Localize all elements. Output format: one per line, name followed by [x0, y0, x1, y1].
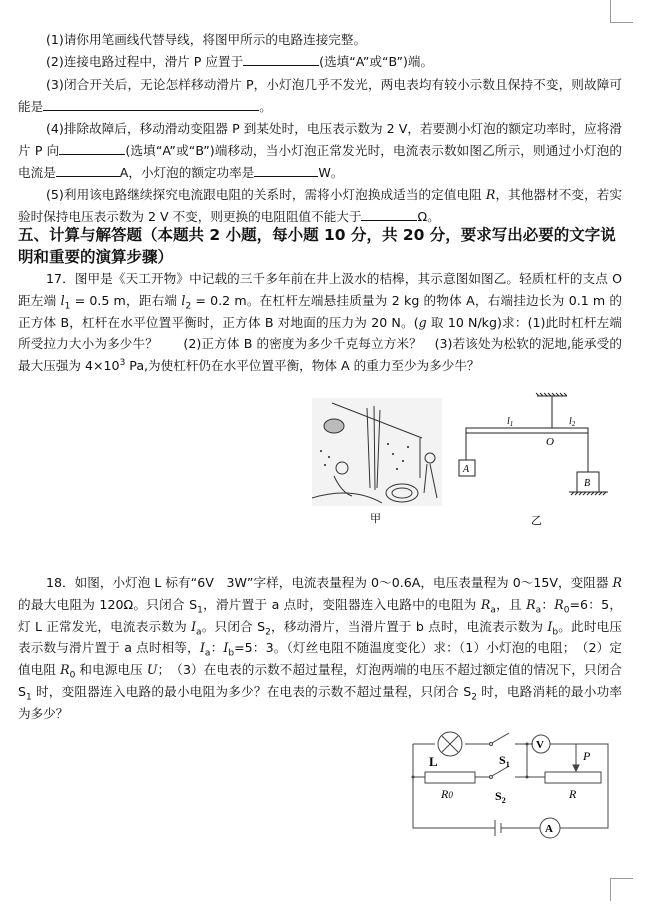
- junction-dot: [412, 776, 415, 779]
- text: 的最大电阻为 120Ω。只闭合 S: [18, 596, 198, 612]
- crop-mark-bottom-right: [610, 878, 633, 901]
- text: 。: [259, 98, 272, 114]
- symbol: R: [60, 662, 70, 678]
- subscript: 1: [197, 605, 203, 616]
- symbol: I: [199, 640, 205, 656]
- symbol: g: [418, 314, 427, 330]
- text: ：: [541, 596, 555, 612]
- figure-yi-lever: [455, 392, 625, 528]
- text: Ω。: [417, 208, 440, 224]
- text: ：: [210, 640, 224, 656]
- subscript: 1: [26, 692, 32, 703]
- text: (4)排除故障后，移动滑动变阻器 P 到某处时，电压表示数为 2 V，若要测小灯泡的额定功率时，应将滑片 P 向: [18, 121, 622, 158]
- text: = 0.2 m。在杠杆左端悬挂质量为 2 kg 的物体 A，右端挂边长为 0.1 m 的正方体 B，杠杆在水平位置平衡时，正方体 B 对地面的压力为 20 N。(: [18, 292, 622, 330]
- resistor-r0: [425, 772, 475, 783]
- symbol: I: [223, 640, 229, 656]
- text: 取 10 N/kg)求：(1)此时杠杆左端所受拉力大小为多少牛？ (2)正方体 B 的密度为多少千克每立方米？ (3)若该处为松软的泥地,能承受的最大压强为 4×10: [18, 314, 622, 374]
- label-a: A: [463, 464, 470, 475]
- text: 18．如图，小灯泡 L 标有“6V 3W”字样，电流表量程为 0～0.6A，电压表量程为 0～15V，变阻器: [46, 575, 613, 590]
- text: A，小灯泡的额定功率是: [119, 164, 255, 180]
- text: ，移动滑片，当滑片置于 b 点时，电流表示数为: [270, 618, 548, 634]
- text: 。此时电压表示数与滑片置于 a 点时相等，: [18, 618, 623, 656]
- symbol: R: [612, 575, 622, 590]
- circuit-diagram: [405, 724, 610, 840]
- subscript: 2: [265, 627, 271, 638]
- symbol: U: [146, 662, 158, 678]
- text: 时，变阻器连入电路的最小电阻为多少？在电表的示数不超过量程，只闭合 S: [31, 683, 472, 699]
- crop-mark-top-right: [610, 0, 633, 23]
- label-l: L: [429, 754, 438, 769]
- question-18: [18, 572, 622, 725]
- counterweight: [324, 419, 344, 433]
- text: 17．图甲是《天工开物》中记载的三千多年前在井上汲水的桔槔，其示意图如图乙。轻质杠杆的支点 O 距左端: [18, 271, 622, 308]
- text: ，其他器材不变，若实验时保持电压表示数为 2 V 不变，则更换的电阻阻值不能大于: [18, 187, 623, 224]
- text: 和电源电压: [75, 662, 147, 678]
- answer-blank[interactable]: [56, 163, 120, 177]
- label-a: A: [545, 823, 553, 835]
- label-r: R: [569, 787, 577, 801]
- answer-blank[interactable]: [254, 163, 318, 177]
- subscript: b: [552, 627, 559, 638]
- subscript: 2: [185, 301, 192, 312]
- text: (选填“A”或“B”)端移动，当小灯泡正常发光时，电流表示数如图乙所示，则通过小灯泡的电流是: [18, 142, 622, 180]
- symbol: R: [480, 596, 491, 612]
- answer-blank[interactable]: [43, 97, 259, 111]
- q16-part4: [18, 118, 622, 183]
- q16-part5: [18, 184, 622, 228]
- subscript: b: [228, 648, 235, 659]
- section-heading: 五、计算与解答题（本题共 2 小题，每小题 10 分，共 20 分，要求写出必要的文字说明和重要的演算步骤）: [18, 226, 616, 266]
- label-l1: $l_1$: [507, 416, 514, 428]
- text: (2)连接电路过程中，滑片 P 应置于: [46, 54, 244, 69]
- label-s2: $S_2$: [495, 789, 506, 805]
- subscript: 0: [69, 670, 76, 681]
- text: =6：5，灯 L 正常发光，电流表示数为: [18, 596, 623, 634]
- subscript: 0: [563, 605, 570, 616]
- wire-right: [550, 744, 608, 828]
- q16-part2: [18, 51, 622, 73]
- answer-blank[interactable]: [361, 207, 417, 221]
- subscript: 1: [64, 301, 71, 312]
- text: (5)利用该电路继续探究电流跟电阻的关系时，需将小灯泡换成适当的定值电阻: [46, 187, 486, 202]
- symbol: l: [60, 292, 65, 308]
- junction-dot: [526, 743, 529, 746]
- symbol: R: [554, 596, 564, 612]
- symbol: I: [547, 618, 553, 634]
- rheostat-r: [545, 772, 601, 783]
- text: ； （3）在电表的示数不超过量程，灯泡两端的电压不超过额定值的情况下，只闭合 S: [18, 662, 622, 699]
- figure-label-yi: 乙: [531, 515, 542, 527]
- superscript: 3: [119, 358, 126, 368]
- text: 时，电路消耗的最小功率为多少？: [18, 683, 622, 721]
- question-17: [18, 268, 622, 377]
- text: Pa,为使杠杆仍在水平位置平衡，物体 A 的重力至少为多少牛？: [125, 358, 480, 374]
- label-s1: $S_1$: [499, 753, 510, 769]
- text: = 0.5 m，距右端: [70, 292, 182, 308]
- symbol-R: R: [485, 187, 496, 202]
- lamp-cross: [442, 736, 458, 752]
- wire-left: [413, 744, 490, 828]
- q16-part3: [18, 74, 622, 118]
- symbol: l: [181, 292, 186, 308]
- text: 。只闭合 S: [201, 618, 266, 634]
- subscript: a: [490, 605, 496, 616]
- text: ，且: [495, 596, 527, 612]
- subscript: a: [204, 648, 211, 659]
- label-r0: R0: [441, 787, 453, 801]
- switch-s1-blade: [492, 733, 509, 743]
- subscript: a: [535, 605, 542, 616]
- subscript: 2: [471, 692, 477, 703]
- figure-label-jia: 甲: [370, 513, 381, 525]
- slider-arrow: [573, 765, 579, 771]
- label-p: P: [583, 749, 591, 763]
- label-v: V: [536, 739, 544, 751]
- answer-blank[interactable]: [243, 52, 319, 66]
- label-b: B: [584, 478, 591, 489]
- symbol: I: [191, 618, 197, 634]
- text: (选填“A”或“B”)端。: [319, 54, 434, 69]
- text: =5：3。（灯丝电阻不随温度变化）求：（1）小灯泡的电阻； （2）定值电阻: [18, 640, 623, 678]
- junction-dot: [526, 776, 529, 779]
- subscript: a: [196, 627, 202, 638]
- figure-jia-woodcut: [312, 398, 442, 528]
- illustration-background: [312, 398, 442, 506]
- answer-blank[interactable]: [59, 141, 125, 155]
- text: ，滑片置于 a 点时，变阻器连入电路中的电阻为: [202, 596, 481, 612]
- label-o: O: [546, 436, 554, 448]
- text: (3)闭合开关后，无论怎样移动滑片 P，小灯泡几乎不发光，两电表均有较小示数且保持不变，则故障可能是: [18, 77, 622, 114]
- text: W。: [318, 164, 344, 180]
- q16-part1: (1)请你用笔画线代替导线，将图甲所示的电路连接完整。: [46, 32, 367, 47]
- symbol: R: [526, 596, 536, 612]
- lever-bar: [466, 428, 588, 433]
- label-l2: $l_2$: [569, 416, 576, 428]
